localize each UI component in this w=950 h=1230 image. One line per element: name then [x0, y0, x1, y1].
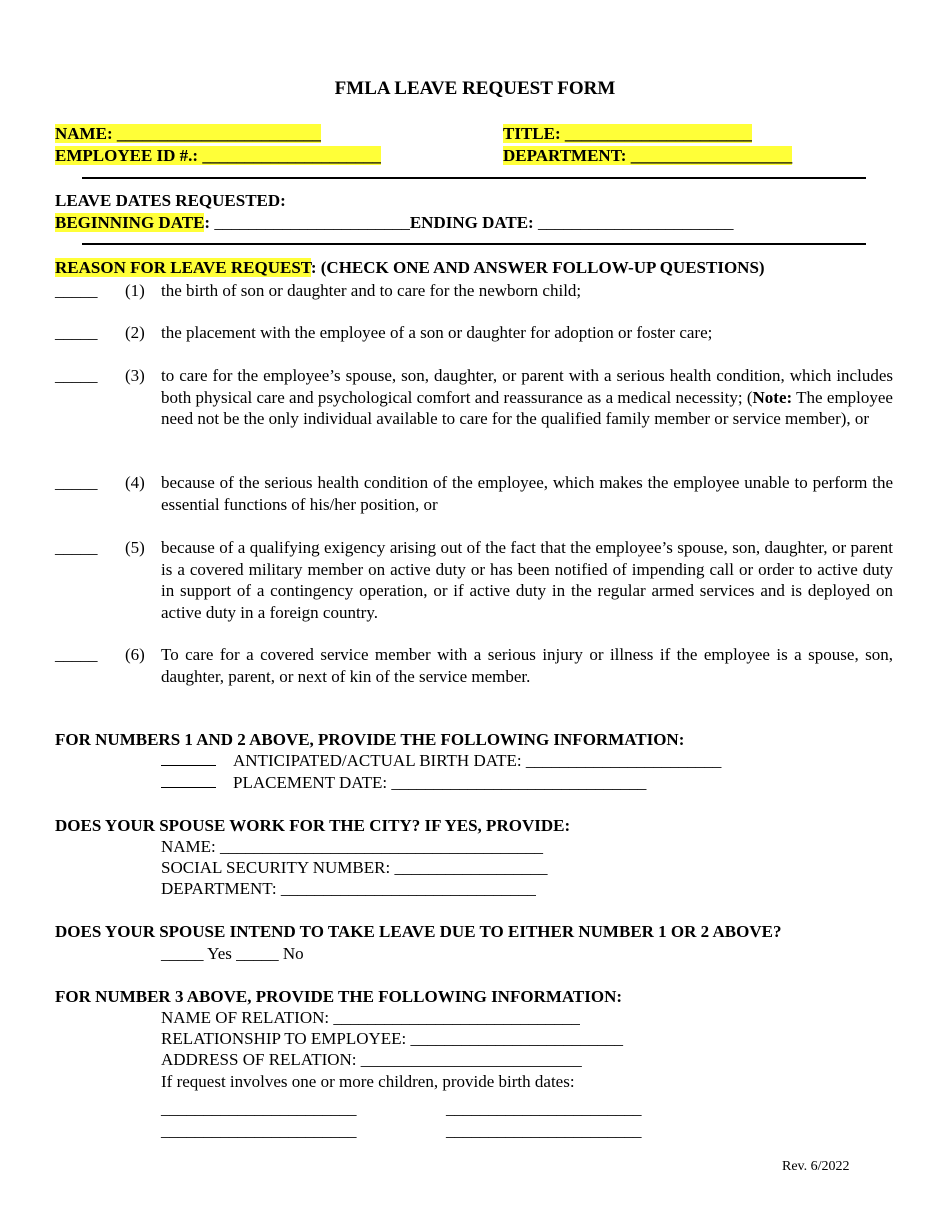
spouse-leave-heading: DOES YOUR SPOUSE INTEND TO TAKE LEAVE DUE TO EITHER NUMBER 1 OR 2 ABOVE? [55, 922, 782, 941]
children-birth-dates-instruction: If request involves one or more children, provide birth dates: [161, 1072, 575, 1091]
employee-id-label: EMPLOYEE ID #.: [55, 146, 199, 165]
child-birth-date-blank-4[interactable]: _______________________ [446, 1121, 642, 1140]
ending-date-label: ENDING DATE: [409, 213, 534, 232]
leave-dates-heading: LEAVE DATES REQUESTED: [55, 191, 286, 210]
title-label: TITLE: [503, 124, 561, 143]
reason-4-checkbox-blank[interactable]: _____ [55, 473, 98, 492]
reason-5-number: (5) [125, 538, 145, 557]
child-birth-date-blank-1[interactable]: _______________________ [161, 1099, 357, 1118]
reason-2-text: the placement with the employee of a son or daughter for adoption or foster care; [161, 323, 713, 342]
placement-date-input-blank[interactable]: ______________________________ [387, 773, 647, 792]
relation-address-field[interactable]: ADDRESS OF RELATION: __________________________ [161, 1050, 582, 1069]
reason-3-number: (3) [125, 366, 145, 385]
reason-2-checkbox-blank[interactable]: _____ [55, 323, 98, 342]
spouse-leave-yes-no[interactable]: _____ Yes _____ No [161, 944, 304, 963]
reason-1-number: (1) [125, 281, 145, 300]
department-label: DEPARTMENT: [503, 146, 627, 165]
reason-3-note-label: Note: [752, 387, 793, 407]
child-birth-date-blank-2[interactable]: _______________________ [446, 1099, 642, 1118]
reason-heading-rest: : (CHECK ONE AND ANSWER FOLLOW-UP QUESTIONS) [310, 258, 765, 277]
department-input-blank[interactable]: ___________________ [626, 146, 792, 165]
reason-5-checkbox-blank[interactable]: _____ [55, 538, 98, 557]
header-divider [82, 177, 866, 179]
name-field-row [55, 123, 321, 145]
birth-date-input-blank[interactable]: _______________________ [521, 751, 722, 770]
spouse-city-heading: DOES YOUR SPOUSE WORK FOR THE CITY? IF YES, PROVIDE: [55, 816, 571, 835]
leave-dates-row [55, 212, 733, 234]
form-title: FMLA LEAVE REQUEST FORM [334, 78, 616, 99]
spouse-department-field[interactable]: DEPARTMENT: ______________________________ [161, 879, 536, 898]
reason-3-text [161, 365, 893, 430]
beginning-date-label: BEGINNING DATE [55, 213, 205, 232]
revision-label: Rev. 6/2022 [782, 1159, 850, 1174]
reason-2-number: (2) [125, 323, 145, 342]
reason-1-text: the birth of son or daughter and to care for the newborn child; [161, 281, 582, 300]
title-field-row [503, 123, 752, 145]
reason-6-number: (6) [125, 645, 145, 664]
leave-dates-divider [82, 243, 866, 245]
name-label: NAME: [55, 124, 113, 143]
department-field-row [503, 145, 792, 167]
birth-date-check-blank[interactable] [161, 750, 216, 766]
relation-name-field[interactable]: NAME OF RELATION: _____________________________ [161, 1008, 580, 1027]
beginning-date-input-blank[interactable]: _______________________ [210, 213, 410, 232]
employee-id-input-blank[interactable]: _____________________ [198, 146, 381, 165]
birth-date-label: ANTICIPATED/ACTUAL BIRTH DATE: [233, 751, 522, 770]
reason-4-text: because of the serious health condition of the employee, which makes the employee unable to perform the essential functions of his/her position, or [161, 473, 893, 514]
title-input-blank[interactable]: ______________________ [561, 124, 752, 143]
reason-3-text-b: The employee need not be the only individual available to care for the qualified family member or service member), or [161, 387, 893, 428]
beginning-date-colon: : [204, 213, 211, 232]
placement-date-check-blank[interactable] [161, 772, 216, 788]
reason-1-checkbox-blank[interactable]: _____ [55, 281, 98, 300]
placement-date-row [161, 772, 646, 794]
employee-id-field-row [55, 145, 381, 167]
reason-5-text: because of a qualifying exigency arising out of the fact that the employee’s spouse, son, daughter, or parent is a covered military member on active duty or has been notified of impending call or order to active duty in support of a contingency operation, or if active duty in the regular armed services and is deployed on active duty in a foreign country. [161, 538, 893, 622]
reason-6-text: To care for a covered service member with a serious injury or illness if the employee is a spouse, son, daughter, parent, or next of kin of the service member. [161, 645, 893, 686]
number-3-heading: FOR NUMBER 3 ABOVE, PROVIDE THE FOLLOWING INFORMATION: [55, 987, 623, 1006]
ending-date-input-blank[interactable]: _______________________ [533, 213, 734, 232]
child-birth-date-blank-3[interactable]: _______________________ [161, 1121, 357, 1140]
birth-date-row [161, 750, 721, 772]
reason-heading [55, 257, 765, 279]
spouse-name-field[interactable]: NAME: ______________________________________ [161, 837, 544, 856]
relationship-field[interactable]: RELATIONSHIP TO EMPLOYEE: _________________________ [161, 1029, 623, 1048]
name-input-blank[interactable]: ________________________ [113, 124, 321, 143]
reason-4-number: (4) [125, 473, 145, 492]
reason-3-checkbox-blank[interactable]: _____ [55, 366, 98, 385]
reason-6-checkbox-blank[interactable]: _____ [55, 645, 98, 664]
reason-heading-highlight: REASON FOR LEAVE REQUEST [55, 258, 311, 277]
placement-date-label: PLACEMENT DATE: [233, 773, 388, 792]
reason-3-text-a: to care for the employee’s spouse, son, daughter, or parent with a serious health condition, which includes both physical care and psychological comfort and reassurance as a medical necessity; ( [161, 366, 893, 407]
spouse-ssn-field[interactable]: SOCIAL SECURITY NUMBER: __________________ [161, 858, 548, 877]
numbers-1-2-heading: FOR NUMBERS 1 AND 2 ABOVE, PROVIDE THE FOLLOWING INFORMATION: [55, 730, 685, 749]
